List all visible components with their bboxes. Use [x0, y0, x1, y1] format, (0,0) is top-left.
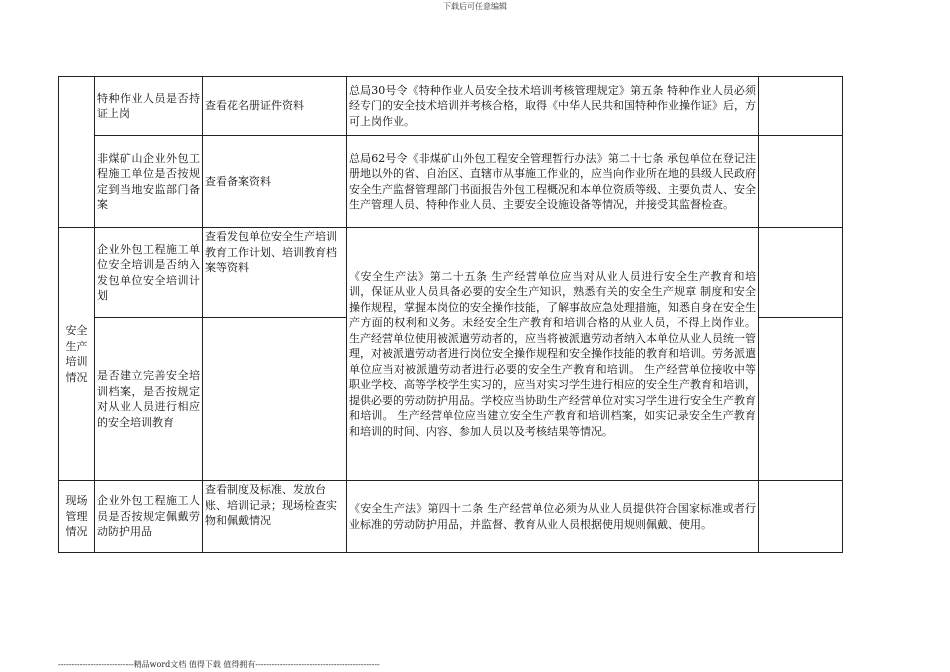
table-row	[59, 136, 843, 228]
check-method-cell: 查看制度及标准、发放台账、培训记录；现场检查实物和佩戴情况	[203, 481, 347, 553]
result-cell	[759, 228, 843, 318]
result-cell	[759, 77, 843, 136]
check-basis-cell: 总局62号令《非煤矿山外包工程安全管理暂行办法》第二十七条 承包单位在登记注册地以外的省、自治区、直辖市从事施工作业的，应当向作业所在地的县级人民政府安全生产监督管理部门书面报告外包工程概况和本单位资质等级、主要负责人、安全生产管理人员、特种作业人员、主要安全设施设备等情况，并接受其监督检查。	[347, 136, 759, 228]
check-basis-cell: 《安全生产法》第二十五条 生产经营单位应当对从业人员进行安全生产教育和培训，保证从业人员具备必要的安全生产知识，熟悉有关的安全生产规章 制度和安全操作规程，掌握本岗位的安全操作技能，了解事故应急处理措施，知悉自身在安全生产方面的权利和义务。未经安全生产教育和培训合格的从业人员，不得上岗作业。 生产经营单位使用被派遣劳动者的，应当将被派遣劳动者纳入本单位从业人员统一管理，对被派遣劳动者进行岗位安全操作规程和安全操作技能的教育和培训。劳务派遣单位应当对被派遣劳动者进行必要的安全生产教育和培训。 生产经营单位接收中等职业学校、高等学校学生实习的，应当对实习学生进行相应的安全生产教育和培训，提供必要的劳动防护用品。学校应当协助生产经营单位对实习学生进行安全生产教育和培训。 生产经营单位应当建立安全生产教育和培训档案，如实记录安全生产教育和培训的时间、内容、参加人员以及考核结果等情况。	[347, 228, 759, 481]
check-basis-cell: 《安全生产法》第四十二条 生产经营单位必须为从业人员提供符合国家标准或者行业标准的劳动防护用品，并监督、教育从业人员根据使用规则佩戴、使用。	[347, 481, 759, 553]
check-item-cell: 企业外包工程施工人员是否按规定佩戴劳动防护用品	[95, 481, 203, 553]
check-item-cell: 特种作业人员是否持证上岗	[95, 77, 203, 136]
check-item-cell: 是否建立完善安全培训档案，是否按规定对从业人员进行相应的安全培训教育	[95, 318, 203, 481]
check-item-cell: 非煤矿山企业外包工程施工单位是否按规定到当地安监部门备案	[95, 136, 203, 228]
check-basis-cell: 总局30号令《特种作业人员安全技术培训考核管理规定》第五条 特种作业人员必须经专门的安全技术培训并考核合格，取得《中华人民共和国特种作业操作证》后，方可上岗作业。	[347, 77, 759, 136]
table-row	[59, 481, 843, 553]
table-row	[59, 228, 843, 318]
result-cell	[759, 481, 843, 553]
page-footer: ----------------------------精品word文档 值得下载 值得拥有----------------------------------------------	[58, 660, 380, 669]
category-cell-training: 安全生产培训情况	[59, 228, 95, 481]
check-item-cell: 企业外包工程施工单位安全培训是否纳入发包单位安全培训计划	[95, 228, 203, 318]
check-method-cell: 查看花名册证件资料	[203, 77, 347, 136]
page-header: 下载后可任意编辑	[443, 2, 507, 11]
check-method-cell	[203, 318, 347, 481]
category-cell-blank	[59, 77, 95, 228]
check-method-cell: 查看发包单位安全生产培训教育工作计划、培训教育档案等资料	[203, 228, 347, 318]
check-method-cell: 查看备案资料	[203, 136, 347, 228]
table-row	[59, 77, 843, 136]
inspection-table	[58, 76, 843, 553]
category-cell-site: 现场管理情况	[59, 481, 95, 553]
result-cell	[759, 318, 843, 481]
result-cell	[759, 136, 843, 228]
